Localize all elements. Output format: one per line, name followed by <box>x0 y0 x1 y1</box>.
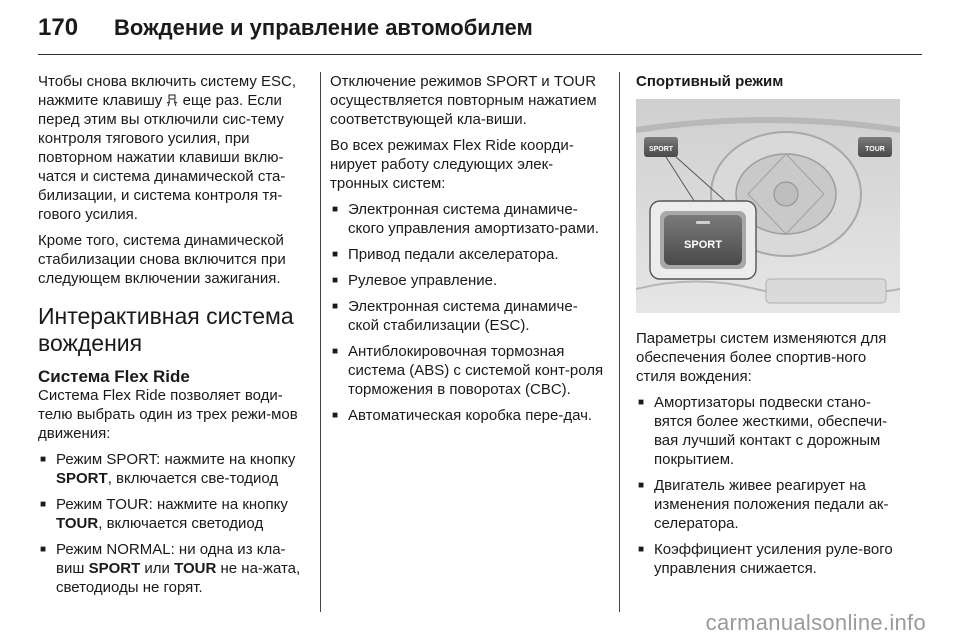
column-divider-1 <box>320 72 321 612</box>
sport-large-label: SPORT <box>684 239 722 251</box>
list-item-tour: ■ Режим TOUR: нажмите на кнопку TOUR, включается светодиод <box>38 495 308 533</box>
list-item: ■ Коэффициент усиления руле-вого управления снижается. <box>636 540 904 578</box>
list-item: ■ Рулевое управление. <box>330 271 604 290</box>
list-item: ■ Привод педали акселератора. <box>330 245 604 264</box>
paragraph-disable: Отключение режимов SPORT и TOUR осуществляется повторным нажатием соответствующей кла-виши. <box>330 73 597 128</box>
subsection-heading: Система Flex Ride <box>38 367 190 386</box>
sport-mode-heading: Спортивный режим <box>636 73 784 90</box>
sport-button-figure <box>636 99 900 313</box>
list-item-normal: ■ Режим NORMAL: ни одна из кла-виш SPORT или TOUR не на-жата, светодиоды не горят. <box>38 540 308 597</box>
page-title: Вождение и управление автомобилем <box>114 15 533 40</box>
paragraph-sport: Параметры систем изменяются для обеспечения более спортив-ного стиля вождения: <box>636 330 887 385</box>
list-item: ■ Амортизаторы подвески стано-вятся более жесткими, обеспечи-вая лучший контакт с дорожным покрытием. <box>636 393 904 469</box>
column-2 <box>330 72 604 432</box>
watermark: carmanualsonline.info <box>705 610 926 635</box>
paragraph-text: еще раз. Если перед этим вы отключили сис-тему контроля тягового усилия, при повторном нажатии клавиши вклю-чатся и система динамической ста-билизации, и система контроля тя-гового усилия. <box>38 92 286 223</box>
paragraph-esc <box>38 72 308 224</box>
column-divider-2 <box>619 72 620 612</box>
esc-off-icon <box>166 94 178 107</box>
paragraph-text: Чтобы снова включить систему ESC, нажмите клавишу <box>38 73 297 109</box>
sport-small-label: SPORT <box>648 146 674 153</box>
systems-list <box>330 200 604 425</box>
paragraph-coordinate: Во всех режимах Flex Ride коорди-нирует работу следующих элек-тронных систем: <box>330 137 574 192</box>
column-1 <box>38 72 308 604</box>
page-number: 170 <box>38 14 79 41</box>
list-item: ■ Антиблокировочная тормозная система (ABS) с системой конт-роля торможения в поворотах (CBC). <box>330 342 604 399</box>
list-item-sport: ■ Режим SPORT: нажмите на кнопку SPORT, включается све-тодиод <box>38 450 308 488</box>
dashboard-illustration <box>636 99 900 313</box>
header-rule <box>38 54 922 55</box>
column-3 <box>636 72 904 585</box>
sport-effects-list <box>636 393 904 578</box>
page-header <box>38 14 533 46</box>
paragraph-ignition: Кроме того, система динамической стабилизации снова включится при следующем включении зажигания. <box>38 232 286 287</box>
list-item: ■ Электронная система динамиче-ской стабилизации (ESC). <box>330 297 604 335</box>
tour-small-label: TOUR <box>865 146 885 153</box>
list-item: ■ Двигатель живее реагирует на изменения положения педали ак-селератора. <box>636 476 904 533</box>
section-heading: Интерактивная система вождения <box>38 303 294 356</box>
mode-list <box>38 450 308 597</box>
list-item: ■ Автоматическая коробка пере-дач. <box>330 406 604 425</box>
list-item: ■ Электронная система динамиче-ского управления амортизато-рами. <box>330 200 604 238</box>
paragraph-flexride: Система Flex Ride позволяет води-телю выбрать один из трех режи-мов движения: <box>38 387 298 442</box>
